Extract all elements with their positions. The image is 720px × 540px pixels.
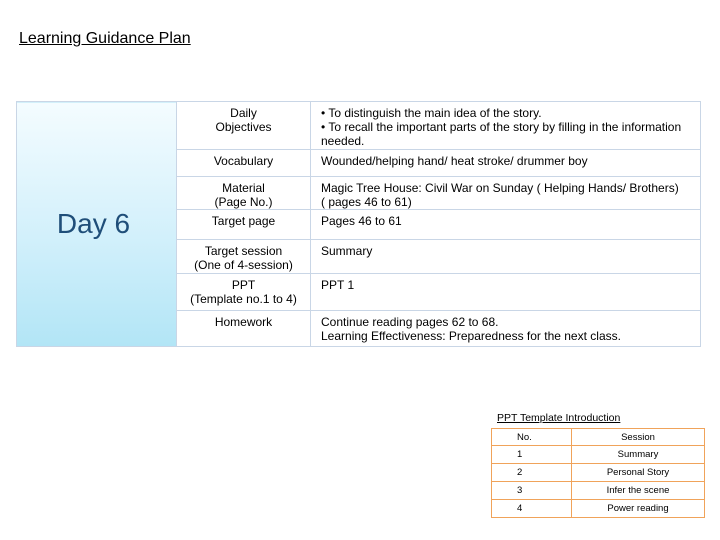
value-line: Continue reading pages 62 to 68. <box>321 315 499 329</box>
label-line: Objectives <box>215 120 272 134</box>
value-line: Magic Tree House: Civil War on Sunday ( Helping Hands/ Brothers) <box>321 181 679 195</box>
table-row <box>492 482 705 500</box>
label-line: Vocabulary <box>213 154 274 168</box>
label-daily-objectives <box>177 102 311 150</box>
ppt-intro-title: PPT Template Introduction <box>497 412 621 424</box>
ppt-header-no: No. <box>492 429 572 446</box>
ppt-row-session: Personal Story <box>572 464 705 482</box>
value-target-page <box>311 210 701 240</box>
ppt-header-session: Session <box>572 429 705 446</box>
ppt-row-no: 2 <box>492 464 572 482</box>
value-target-session <box>311 240 701 274</box>
value-ppt <box>311 274 701 311</box>
label-line: (Template no.1 to 4) <box>190 292 297 306</box>
label-ppt <box>177 274 311 311</box>
value-line: Wounded/helping hand/ heat stroke/ drummer boy <box>321 154 588 168</box>
value-line: needed. <box>321 134 365 148</box>
label-vocabulary <box>177 150 311 177</box>
day-cell <box>17 102 177 347</box>
table-row <box>492 446 705 464</box>
value-material <box>311 177 701 210</box>
value-line: PPT 1 <box>321 278 355 292</box>
label-line: Homework <box>214 315 273 329</box>
label-line: (One of 4-session) <box>194 258 293 272</box>
ppt-row-no: 1 <box>492 446 572 464</box>
value-daily-objectives <box>311 102 701 150</box>
label-line: Target page <box>211 214 276 228</box>
label-target-session <box>177 240 311 274</box>
value-line: Summary <box>321 244 373 258</box>
ppt-template-table <box>491 428 705 518</box>
value-vocabulary <box>311 150 701 177</box>
ppt-row-session: Summary <box>572 446 705 464</box>
plan-row-objectives <box>17 102 701 150</box>
page-title: Learning Guidance Plan <box>19 30 191 47</box>
label-material <box>177 177 311 210</box>
value-line: • To recall the important parts of the story by filling in the information <box>321 120 682 134</box>
value-line: Learning Effectiveness: Preparedness for the next class. <box>321 329 621 343</box>
label-line: Material <box>222 181 265 195</box>
value-line: Pages 46 to 61 <box>321 214 402 228</box>
table-row <box>492 500 705 518</box>
label-line: Daily <box>230 106 257 120</box>
ppt-row-no: 3 <box>492 482 572 500</box>
table-row <box>492 464 705 482</box>
ppt-row-session: Infer the scene <box>572 482 705 500</box>
label-target-page <box>177 210 311 240</box>
ppt-header-row <box>492 429 705 446</box>
label-line: PPT <box>231 278 256 292</box>
guidance-plan-table <box>16 101 701 347</box>
ppt-row-no: 4 <box>492 500 572 518</box>
value-line: • To distinguish the main idea of the story. <box>321 106 542 120</box>
ppt-row-session: Power reading <box>572 500 705 518</box>
value-homework <box>311 311 701 347</box>
day-label: Day 6 <box>56 208 131 239</box>
label-line: (Page No.) <box>214 195 273 209</box>
value-line: ( pages 46 to 61) <box>321 195 412 209</box>
label-homework <box>177 311 311 347</box>
label-line: Target session <box>204 244 283 258</box>
